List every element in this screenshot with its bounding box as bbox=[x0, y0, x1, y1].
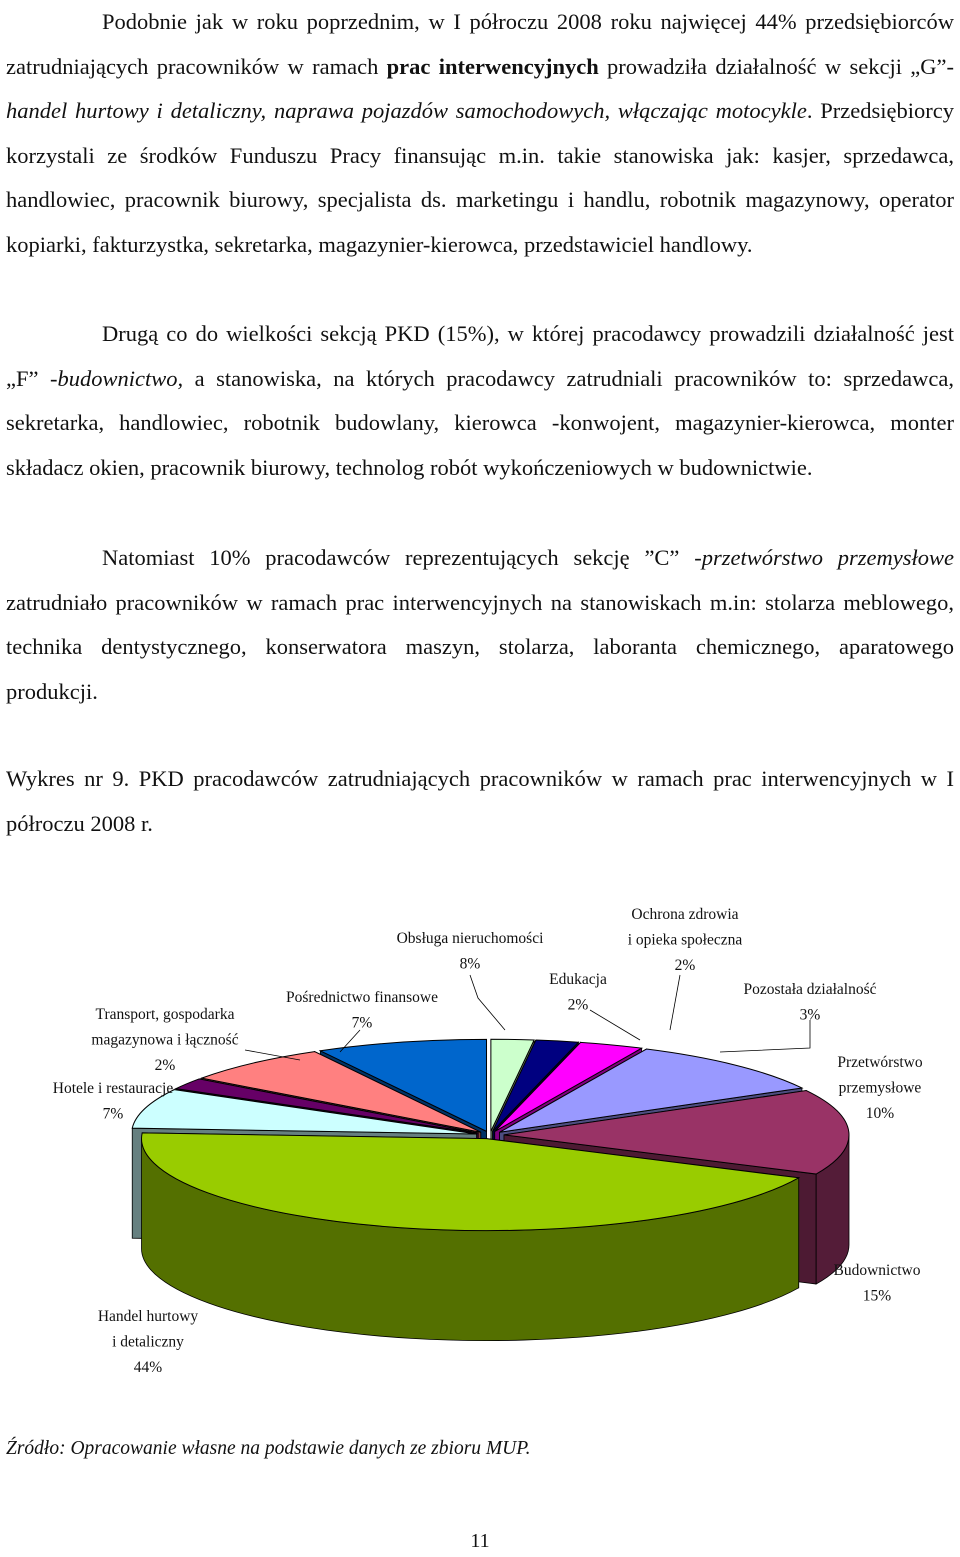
label-handel-line-2: 44% bbox=[133, 1359, 163, 1376]
label-przetworstwo-line-0: Przetwórstwo bbox=[837, 1054, 923, 1071]
source-note: Źródło: Opracowanie własne na podstawie danych ze zbioru MUP. bbox=[6, 1438, 531, 1459]
paragraph-1-text-c: . Przedsiębiorcy korzystali ze środków Funduszu Pracy finansując m.in. takie stanowiska jak: kasjer, sprzedawca, handlowiec, pracownik biurowy, specjalista ds. marketingu i handlu, robotnik magazynowy, operator kopiarki, fakturzystka, sekretarka, magazynier-kierowca, przedstawiciel handlowy. bbox=[6, 98, 954, 257]
label-transport-line-0: Transport, gospodarka bbox=[95, 1006, 235, 1023]
paragraph-2-text-a: Drugą co do wielkości sekcją PKD (15%), w której pracodawcy prowadzili działalność jest „F” - bbox=[6, 321, 954, 391]
label-ochrona-line-0: Ochrona zdrowia bbox=[631, 906, 739, 923]
paragraph-2-italic: budownictwo, bbox=[57, 365, 184, 391]
label-transport-line-1: magazynowa i łączność bbox=[91, 1031, 239, 1049]
label-przetworstwo-line-1: przemysłowe bbox=[838, 1079, 922, 1097]
label-handel-line-1: i detaliczny bbox=[112, 1333, 184, 1351]
paragraph-3-text-b: zatrudniało pracowników w ramach prac interwencyjnych na stanowiskach m.in: stolarza meblowego, technika dentystycznego, konserwatora maszyn, stolarza, laboranta chemicznego, aparatowego produkcji. bbox=[6, 589, 954, 704]
paragraph-3 bbox=[6, 536, 954, 714]
pie-chart bbox=[0, 880, 960, 1410]
chart-caption: Wykres nr 9. PKD pracodawców zatrudniających pracowników w ramach prac interwencyjnych w I półroczu 2008 r. bbox=[6, 766, 954, 836]
paragraph-1-italic: handel hurtowy i detaliczny, naprawa pojazdów samochodowych, włączając motocykle bbox=[6, 98, 807, 124]
label-budownictwo-line-0: Budownictwo bbox=[833, 1262, 921, 1279]
label-obsluga-line-0: Obsługa nieruchomości bbox=[396, 930, 544, 947]
label-ochrona bbox=[628, 906, 743, 974]
page-number: 11 bbox=[470, 1530, 490, 1552]
paragraph-3-italic: przetwórstwo przemysłowe bbox=[701, 545, 955, 570]
paragraph-2-text-b: a stanowiska, na których pracodawcy zatrudniali pracowników to: sprzedawca, sekretarka, handlowiec, robotnik budowlany, kierowca -konwojent, magazynier-kierowca, monter składacz okien, pracownik biurowy, technolog robót wykończeniowych w budownictwie. bbox=[6, 365, 954, 480]
label-budownictwo-line-1: 15% bbox=[862, 1287, 892, 1305]
label-obsluga-line-1: 8% bbox=[459, 955, 481, 973]
label-przetworstwo-line-2: 10% bbox=[865, 1105, 895, 1122]
label-posrednictwo-line-1: 7% bbox=[351, 1014, 373, 1032]
label-budownictwo bbox=[834, 1262, 921, 1305]
paragraph-1-bold: prac interwencyjnych bbox=[386, 53, 599, 79]
label-hotele-line-0: Hotele i restauracje bbox=[52, 1080, 174, 1097]
label-edukacja bbox=[549, 971, 607, 1014]
paragraph-1-text-b: prowadziła działalność w sekcji „G”- bbox=[598, 53, 954, 79]
label-posrednictwo-line-0: Pośrednictwo finansowe bbox=[286, 989, 438, 1006]
paragraph-3-text-a: Natomiast 10% pracodawców reprezentujących sekcję ”C” - bbox=[102, 545, 702, 570]
label-przetworstwo bbox=[837, 1054, 922, 1122]
label-edukacja-line-0: Edukacja bbox=[549, 971, 607, 988]
paragraph-1-text-a: Podobnie jak w roku poprzednim, w I półroczu 2008 roku najwięcej 44% przedsiębiorców zatrudniających pracowników w ramach bbox=[6, 9, 954, 79]
label-pozostala-line-1: 3% bbox=[799, 1006, 821, 1024]
leader-obsluga bbox=[470, 975, 505, 1030]
label-handel bbox=[98, 1308, 199, 1376]
leader-pozostala bbox=[720, 1020, 810, 1052]
paragraph-1 bbox=[6, 0, 954, 268]
label-obsluga bbox=[397, 930, 544, 973]
label-handel-line-0: Handel hurtowy bbox=[97, 1308, 199, 1325]
label-transport bbox=[91, 1006, 238, 1074]
label-ochrona-line-1: i opieka społeczna bbox=[627, 931, 743, 949]
label-hotele-line-1: 7% bbox=[102, 1105, 124, 1123]
label-ochrona-line-2: 2% bbox=[674, 957, 696, 974]
label-edukacja-line-1: 2% bbox=[567, 996, 589, 1014]
label-pozostala bbox=[744, 981, 877, 1024]
label-transport-line-2: 2% bbox=[154, 1057, 176, 1074]
paragraph-2 bbox=[6, 312, 954, 490]
leader-edukacja bbox=[590, 1010, 640, 1040]
label-posrednictwo bbox=[286, 989, 438, 1032]
label-pozostala-line-0: Pozostała działalność bbox=[743, 981, 877, 998]
leader-ochrona bbox=[670, 975, 680, 1030]
